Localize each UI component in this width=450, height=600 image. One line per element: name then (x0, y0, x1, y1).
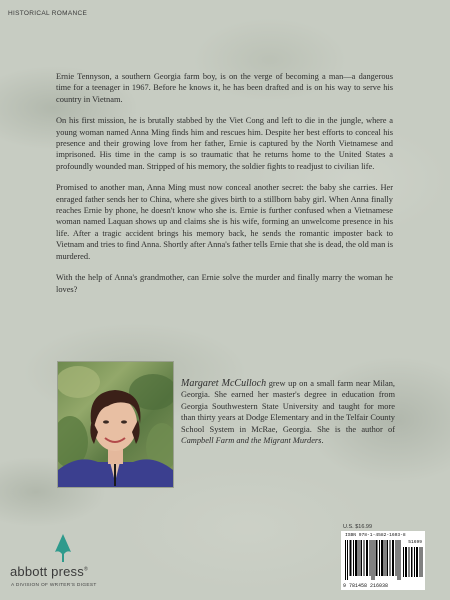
addon-code: 51699 (408, 540, 422, 545)
isbn-barcode (345, 540, 401, 580)
trademark-symbol: ® (83, 566, 88, 573)
publisher-name: abbott press (10, 564, 84, 579)
author-name: Margaret McCulloch (181, 378, 267, 389)
blurb-paragraph: On his first mission, he is brutally stabbed by the Viet Cong and left to die in the jungle, where a young woman named Anna Ming finds him and rescues him. Despite her best efforts to conceal his presence and their growing love from her father, Ernie is captured by the North Vietnamese and imprisoned. His time in the camp is so traumatic that he returns home to the United States a profoundly wounded man. Stripped of his memory, the soldier fights to readjust to civilian life. (56, 116, 393, 171)
other-book-title: Campbell Farm and the Migrant Murders (181, 436, 322, 446)
blurb-paragraph: With the help of Anna's grandmother, can Ernie solve the murder and finally marry the woman he loves? (56, 273, 393, 294)
barcode-panel (341, 531, 425, 590)
isbn-text: ISBN 978-1-4582-1603-8 (345, 533, 406, 538)
blurb-paragraph: Promised to another man, Anna Ming must now conceal another secret: the baby she carries. Her enraged father sends her to China, where she gives birth to a stillborn baby girl. When Anna finally reaches Ernie by phone, he doesn't know who she is. Ernie is further confused when a Vietnamese woman named Laquan shows up and claims she is his wife, forming an unwelcome presence in his life. After a tragic accident brings his memory back, he sends the romantic imposter back to Vietnam and tries to find Anna. Shortly after Anna's father tells Ernie that she is dead, the old man is murdered. (56, 183, 393, 261)
price-label: U.S. $16.99 (343, 524, 373, 530)
back-cover-blurb (56, 71, 393, 305)
author-bio (181, 378, 395, 446)
publisher-tagline: A DIVISION OF WRITER'S DIGEST (11, 583, 97, 588)
barcode-number: 9 781458 216038 (343, 583, 389, 589)
author-bio-text: grew up on a small farm near Milan, Georgia. She earned her master's degree in education from Georgia Southwestern State University and taught for more than thirty years at Dodge Elementary and in the Telfair County School System in McRae, Georgia. She is the author of (181, 379, 395, 434)
spade-leaf-icon (54, 534, 72, 562)
author-bio-end: . (321, 436, 324, 446)
genre-label: HISTORICAL ROMANCE (8, 10, 88, 17)
author-photo (57, 361, 174, 488)
blurb-paragraph: Ernie Tennyson, a southern Georgia farm boy, is on the verge of becoming a man—a dangerous time for a teenager in 1967. Before he knows it, he has been drafted and is on his way to serve his country in Vietnam. (56, 72, 393, 104)
addon-barcode (403, 547, 423, 577)
